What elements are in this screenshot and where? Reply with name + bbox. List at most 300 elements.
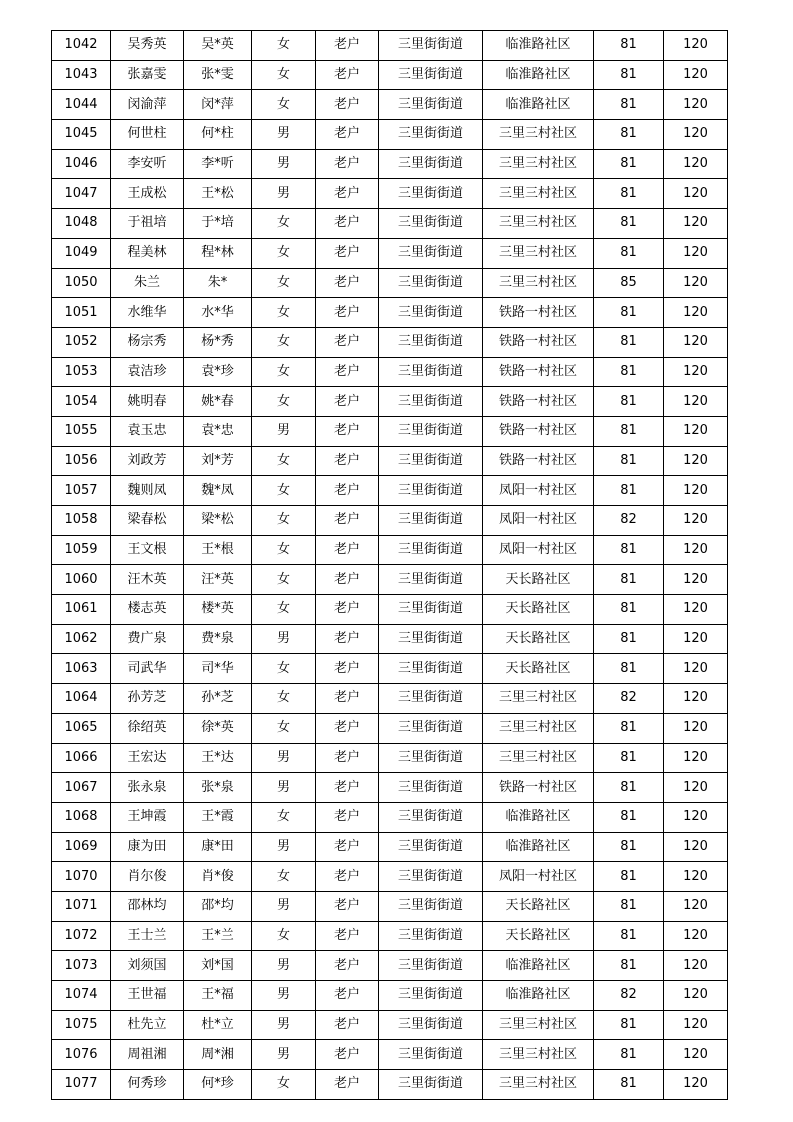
community-cell: 临淮路社区 — [483, 802, 594, 832]
street-cell: 三里街街道 — [379, 209, 483, 239]
household-type-cell: 老户 — [316, 1010, 379, 1040]
street-cell: 三里街街道 — [379, 773, 483, 803]
table-row — [52, 357, 728, 387]
household-type-cell: 老户 — [316, 832, 379, 862]
age-cell: 81 — [594, 624, 664, 654]
masked-name-cell: 李*听 — [184, 149, 252, 179]
masked-name-cell: 张*雯 — [184, 60, 252, 90]
street-cell: 三里街街道 — [379, 535, 483, 565]
household-type-cell: 老户 — [316, 565, 379, 595]
name-cell: 杨宗秀 — [111, 327, 184, 357]
amount-cell: 120 — [664, 565, 728, 595]
name-cell: 司武华 — [111, 654, 184, 684]
age-cell: 81 — [594, 743, 664, 773]
table-row — [52, 298, 728, 328]
street-cell: 三里街街道 — [379, 446, 483, 476]
id-cell: 1061 — [52, 595, 111, 625]
age-cell: 81 — [594, 862, 664, 892]
age-cell: 82 — [594, 981, 664, 1011]
masked-name-cell: 邵*均 — [184, 891, 252, 921]
age-cell: 81 — [594, 535, 664, 565]
age-cell: 81 — [594, 238, 664, 268]
household-type-cell: 老户 — [316, 149, 379, 179]
table-row — [52, 684, 728, 714]
masked-name-cell: 何*珍 — [184, 1070, 252, 1100]
household-type-cell: 老户 — [316, 981, 379, 1011]
masked-name-cell: 杨*秀 — [184, 327, 252, 357]
street-cell: 三里街街道 — [379, 416, 483, 446]
street-cell: 三里街街道 — [379, 506, 483, 536]
gender-cell: 女 — [252, 60, 316, 90]
community-cell: 凤阳一村社区 — [483, 506, 594, 536]
community-cell: 三里三村社区 — [483, 684, 594, 714]
table-row — [52, 743, 728, 773]
street-cell: 三里街街道 — [379, 1070, 483, 1100]
age-cell: 81 — [594, 446, 664, 476]
amount-cell: 120 — [664, 743, 728, 773]
id-cell: 1066 — [52, 743, 111, 773]
age-cell: 81 — [594, 327, 664, 357]
household-type-cell: 老户 — [316, 446, 379, 476]
street-cell: 三里街街道 — [379, 654, 483, 684]
table-row — [52, 802, 728, 832]
age-cell: 81 — [594, 31, 664, 61]
age-cell: 81 — [594, 476, 664, 506]
masked-name-cell: 王*霞 — [184, 802, 252, 832]
street-cell: 三里街街道 — [379, 238, 483, 268]
household-type-cell: 老户 — [316, 951, 379, 981]
amount-cell: 120 — [664, 238, 728, 268]
gender-cell: 男 — [252, 1040, 316, 1070]
id-cell: 1068 — [52, 802, 111, 832]
name-cell: 张嘉雯 — [111, 60, 184, 90]
gender-cell: 男 — [252, 179, 316, 209]
age-cell: 81 — [594, 921, 664, 951]
amount-cell: 120 — [664, 90, 728, 120]
name-cell: 刘政芳 — [111, 446, 184, 476]
community-cell: 凤阳一村社区 — [483, 535, 594, 565]
table-row — [52, 327, 728, 357]
masked-name-cell: 王*福 — [184, 981, 252, 1011]
name-cell: 费广泉 — [111, 624, 184, 654]
household-type-cell: 老户 — [316, 713, 379, 743]
community-cell: 铁路一村社区 — [483, 387, 594, 417]
amount-cell: 120 — [664, 1040, 728, 1070]
household-type-cell: 老户 — [316, 327, 379, 357]
community-cell: 三里三村社区 — [483, 1070, 594, 1100]
masked-name-cell: 梁*松 — [184, 506, 252, 536]
amount-cell: 120 — [664, 416, 728, 446]
gender-cell: 女 — [252, 268, 316, 298]
table-row — [52, 476, 728, 506]
household-type-cell: 老户 — [316, 90, 379, 120]
masked-name-cell: 朱* — [184, 268, 252, 298]
age-cell: 81 — [594, 298, 664, 328]
street-cell: 三里街街道 — [379, 327, 483, 357]
age-cell: 81 — [594, 120, 664, 150]
id-cell: 1072 — [52, 921, 111, 951]
street-cell: 三里街街道 — [379, 832, 483, 862]
id-cell: 1050 — [52, 268, 111, 298]
id-cell: 1073 — [52, 951, 111, 981]
community-cell: 铁路一村社区 — [483, 446, 594, 476]
id-cell: 1046 — [52, 149, 111, 179]
table-row — [52, 951, 728, 981]
amount-cell: 120 — [664, 773, 728, 803]
street-cell: 三里街街道 — [379, 921, 483, 951]
gender-cell: 女 — [252, 446, 316, 476]
masked-name-cell: 汪*英 — [184, 565, 252, 595]
name-cell: 朱兰 — [111, 268, 184, 298]
name-cell: 水维华 — [111, 298, 184, 328]
amount-cell: 120 — [664, 624, 728, 654]
age-cell: 81 — [594, 387, 664, 417]
community-cell: 三里三村社区 — [483, 238, 594, 268]
name-cell: 王宏达 — [111, 743, 184, 773]
masked-name-cell: 徐*英 — [184, 713, 252, 743]
amount-cell: 120 — [664, 1010, 728, 1040]
gender-cell: 女 — [252, 802, 316, 832]
id-cell: 1047 — [52, 179, 111, 209]
gender-cell: 女 — [252, 327, 316, 357]
household-type-cell: 老户 — [316, 268, 379, 298]
name-cell: 魏则凤 — [111, 476, 184, 506]
gender-cell: 女 — [252, 862, 316, 892]
age-cell: 81 — [594, 832, 664, 862]
street-cell: 三里街街道 — [379, 60, 483, 90]
street-cell: 三里街街道 — [379, 684, 483, 714]
household-type-cell: 老户 — [316, 60, 379, 90]
name-cell: 王世福 — [111, 981, 184, 1011]
name-cell: 袁洁珍 — [111, 357, 184, 387]
household-type-cell: 老户 — [316, 743, 379, 773]
table-row — [52, 1040, 728, 1070]
community-cell: 凤阳一村社区 — [483, 476, 594, 506]
masked-name-cell: 王*兰 — [184, 921, 252, 951]
masked-name-cell: 姚*春 — [184, 387, 252, 417]
masked-name-cell: 刘*芳 — [184, 446, 252, 476]
gender-cell: 女 — [252, 298, 316, 328]
amount-cell: 120 — [664, 891, 728, 921]
household-type-cell: 老户 — [316, 1070, 379, 1100]
community-cell: 三里三村社区 — [483, 268, 594, 298]
gender-cell: 女 — [252, 238, 316, 268]
masked-name-cell: 王*达 — [184, 743, 252, 773]
age-cell: 81 — [594, 595, 664, 625]
amount-cell: 120 — [664, 149, 728, 179]
gender-cell: 男 — [252, 891, 316, 921]
street-cell: 三里街街道 — [379, 31, 483, 61]
gender-cell: 女 — [252, 921, 316, 951]
table-row — [52, 209, 728, 239]
amount-cell: 120 — [664, 327, 728, 357]
table-row — [52, 535, 728, 565]
age-cell: 85 — [594, 268, 664, 298]
household-type-cell: 老户 — [316, 120, 379, 150]
table-row — [52, 713, 728, 743]
masked-name-cell: 孙*芝 — [184, 684, 252, 714]
age-cell: 81 — [594, 891, 664, 921]
table-row — [52, 1010, 728, 1040]
age-cell: 81 — [594, 1070, 664, 1100]
household-type-cell: 老户 — [316, 209, 379, 239]
age-cell: 82 — [594, 684, 664, 714]
name-cell: 楼志英 — [111, 595, 184, 625]
household-type-cell: 老户 — [316, 476, 379, 506]
gender-cell: 男 — [252, 951, 316, 981]
name-cell: 于祖培 — [111, 209, 184, 239]
id-cell: 1069 — [52, 832, 111, 862]
community-cell: 三里三村社区 — [483, 713, 594, 743]
name-cell: 王成松 — [111, 179, 184, 209]
community-cell: 天长路社区 — [483, 595, 594, 625]
gender-cell: 男 — [252, 416, 316, 446]
name-cell: 王坤霞 — [111, 802, 184, 832]
community-cell: 临淮路社区 — [483, 832, 594, 862]
amount-cell: 120 — [664, 802, 728, 832]
masked-name-cell: 楼*英 — [184, 595, 252, 625]
community-cell: 临淮路社区 — [483, 981, 594, 1011]
table-row — [52, 179, 728, 209]
table-row — [52, 416, 728, 446]
amount-cell: 120 — [664, 268, 728, 298]
community-cell: 天长路社区 — [483, 624, 594, 654]
id-cell: 1044 — [52, 90, 111, 120]
gender-cell: 女 — [252, 476, 316, 506]
community-cell: 天长路社区 — [483, 654, 594, 684]
masked-name-cell: 何*柱 — [184, 120, 252, 150]
table-row — [52, 921, 728, 951]
amount-cell: 120 — [664, 357, 728, 387]
gender-cell: 女 — [252, 535, 316, 565]
table-row — [52, 120, 728, 150]
table-row — [52, 60, 728, 90]
masked-name-cell: 袁*珍 — [184, 357, 252, 387]
name-cell: 周祖湘 — [111, 1040, 184, 1070]
community-cell: 凤阳一村社区 — [483, 862, 594, 892]
name-cell: 邵林均 — [111, 891, 184, 921]
name-cell: 梁春松 — [111, 506, 184, 536]
community-cell: 天长路社区 — [483, 891, 594, 921]
name-cell: 闵渝萍 — [111, 90, 184, 120]
age-cell: 81 — [594, 416, 664, 446]
household-type-cell: 老户 — [316, 862, 379, 892]
gender-cell: 男 — [252, 773, 316, 803]
street-cell: 三里街街道 — [379, 298, 483, 328]
table-row — [52, 891, 728, 921]
gender-cell: 女 — [252, 654, 316, 684]
street-cell: 三里街街道 — [379, 891, 483, 921]
community-cell: 临淮路社区 — [483, 31, 594, 61]
amount-cell: 120 — [664, 209, 728, 239]
street-cell: 三里街街道 — [379, 565, 483, 595]
masked-name-cell: 司*华 — [184, 654, 252, 684]
street-cell: 三里街街道 — [379, 862, 483, 892]
street-cell: 三里街街道 — [379, 743, 483, 773]
street-cell: 三里街街道 — [379, 476, 483, 506]
age-cell: 81 — [594, 1040, 664, 1070]
street-cell: 三里街街道 — [379, 1040, 483, 1070]
household-type-cell: 老户 — [316, 624, 379, 654]
community-cell: 铁路一村社区 — [483, 357, 594, 387]
amount-cell: 120 — [664, 476, 728, 506]
community-cell: 三里三村社区 — [483, 209, 594, 239]
id-cell: 1076 — [52, 1040, 111, 1070]
amount-cell: 120 — [664, 179, 728, 209]
street-cell: 三里街街道 — [379, 179, 483, 209]
household-type-cell: 老户 — [316, 535, 379, 565]
household-type-cell: 老户 — [316, 1040, 379, 1070]
household-type-cell: 老户 — [316, 357, 379, 387]
age-cell: 81 — [594, 179, 664, 209]
age-cell: 81 — [594, 654, 664, 684]
community-cell: 临淮路社区 — [483, 90, 594, 120]
table-row — [52, 595, 728, 625]
age-cell: 81 — [594, 565, 664, 595]
amount-cell: 120 — [664, 981, 728, 1011]
id-cell: 1075 — [52, 1010, 111, 1040]
masked-name-cell: 水*华 — [184, 298, 252, 328]
age-cell: 81 — [594, 1010, 664, 1040]
community-cell: 铁路一村社区 — [483, 416, 594, 446]
household-type-cell: 老户 — [316, 595, 379, 625]
gender-cell: 男 — [252, 981, 316, 1011]
id-cell: 1052 — [52, 327, 111, 357]
household-type-cell: 老户 — [316, 802, 379, 832]
community-cell: 天长路社区 — [483, 921, 594, 951]
name-cell: 杜先立 — [111, 1010, 184, 1040]
id-cell: 1071 — [52, 891, 111, 921]
community-cell: 三里三村社区 — [483, 743, 594, 773]
amount-cell: 120 — [664, 387, 728, 417]
age-cell: 81 — [594, 209, 664, 239]
id-cell: 1049 — [52, 238, 111, 268]
id-cell: 1048 — [52, 209, 111, 239]
gender-cell: 女 — [252, 31, 316, 61]
id-cell: 1055 — [52, 416, 111, 446]
street-cell: 三里街街道 — [379, 268, 483, 298]
name-cell: 刘须国 — [111, 951, 184, 981]
community-cell: 天长路社区 — [483, 565, 594, 595]
masked-name-cell: 魏*凤 — [184, 476, 252, 506]
household-type-cell: 老户 — [316, 921, 379, 951]
community-cell: 铁路一村社区 — [483, 298, 594, 328]
gender-cell: 男 — [252, 743, 316, 773]
table-row — [52, 654, 728, 684]
amount-cell: 120 — [664, 684, 728, 714]
amount-cell: 120 — [664, 120, 728, 150]
name-cell: 吴秀英 — [111, 31, 184, 61]
table-row — [52, 862, 728, 892]
community-cell: 铁路一村社区 — [483, 773, 594, 803]
amount-cell: 120 — [664, 654, 728, 684]
age-cell: 81 — [594, 951, 664, 981]
masked-name-cell: 肖*俊 — [184, 862, 252, 892]
masked-name-cell: 张*泉 — [184, 773, 252, 803]
masked-name-cell: 王*根 — [184, 535, 252, 565]
gender-cell: 女 — [252, 387, 316, 417]
household-type-cell: 老户 — [316, 684, 379, 714]
gender-cell: 女 — [252, 684, 316, 714]
table-row — [52, 506, 728, 536]
name-cell: 何秀珍 — [111, 1070, 184, 1100]
street-cell: 三里街街道 — [379, 951, 483, 981]
id-cell: 1054 — [52, 387, 111, 417]
gender-cell: 女 — [252, 595, 316, 625]
street-cell: 三里街街道 — [379, 387, 483, 417]
id-cell: 1067 — [52, 773, 111, 803]
age-cell: 81 — [594, 149, 664, 179]
street-cell: 三里街街道 — [379, 90, 483, 120]
masked-name-cell: 刘*国 — [184, 951, 252, 981]
gender-cell: 女 — [252, 209, 316, 239]
masked-name-cell: 吴*英 — [184, 31, 252, 61]
masked-name-cell: 王*松 — [184, 179, 252, 209]
table-row — [52, 149, 728, 179]
gender-cell: 男 — [252, 1010, 316, 1040]
amount-cell: 120 — [664, 506, 728, 536]
household-type-cell: 老户 — [316, 31, 379, 61]
street-cell: 三里街街道 — [379, 802, 483, 832]
street-cell: 三里街街道 — [379, 1010, 483, 1040]
id-cell: 1074 — [52, 981, 111, 1011]
id-cell: 1051 — [52, 298, 111, 328]
household-type-cell: 老户 — [316, 179, 379, 209]
table-row — [52, 268, 728, 298]
masked-name-cell: 杜*立 — [184, 1010, 252, 1040]
masked-name-cell: 于*培 — [184, 209, 252, 239]
table-row — [52, 565, 728, 595]
street-cell: 三里街街道 — [379, 120, 483, 150]
community-cell: 临淮路社区 — [483, 60, 594, 90]
name-cell: 徐绍英 — [111, 713, 184, 743]
table-row — [52, 387, 728, 417]
age-cell: 81 — [594, 802, 664, 832]
household-type-cell: 老户 — [316, 773, 379, 803]
gender-cell: 女 — [252, 506, 316, 536]
gender-cell: 女 — [252, 565, 316, 595]
street-cell: 三里街街道 — [379, 595, 483, 625]
name-cell: 王士兰 — [111, 921, 184, 951]
household-type-cell: 老户 — [316, 654, 379, 684]
street-cell: 三里街街道 — [379, 981, 483, 1011]
amount-cell: 120 — [664, 921, 728, 951]
name-cell: 何世柱 — [111, 120, 184, 150]
gender-cell: 男 — [252, 624, 316, 654]
masked-name-cell: 费*泉 — [184, 624, 252, 654]
name-cell: 张永泉 — [111, 773, 184, 803]
amount-cell: 120 — [664, 298, 728, 328]
amount-cell: 120 — [664, 862, 728, 892]
masked-name-cell: 周*湘 — [184, 1040, 252, 1070]
table-row — [52, 31, 728, 61]
community-cell: 三里三村社区 — [483, 120, 594, 150]
roster-table — [51, 30, 728, 1100]
age-cell: 81 — [594, 90, 664, 120]
id-cell: 1077 — [52, 1070, 111, 1100]
gender-cell: 女 — [252, 357, 316, 387]
community-cell: 铁路一村社区 — [483, 327, 594, 357]
name-cell: 李安听 — [111, 149, 184, 179]
table-row — [52, 832, 728, 862]
masked-name-cell: 闵*萍 — [184, 90, 252, 120]
name-cell: 袁玉忠 — [111, 416, 184, 446]
roster-body — [52, 31, 728, 1100]
household-type-cell: 老户 — [316, 891, 379, 921]
community-cell: 三里三村社区 — [483, 149, 594, 179]
household-type-cell: 老户 — [316, 506, 379, 536]
age-cell: 81 — [594, 773, 664, 803]
